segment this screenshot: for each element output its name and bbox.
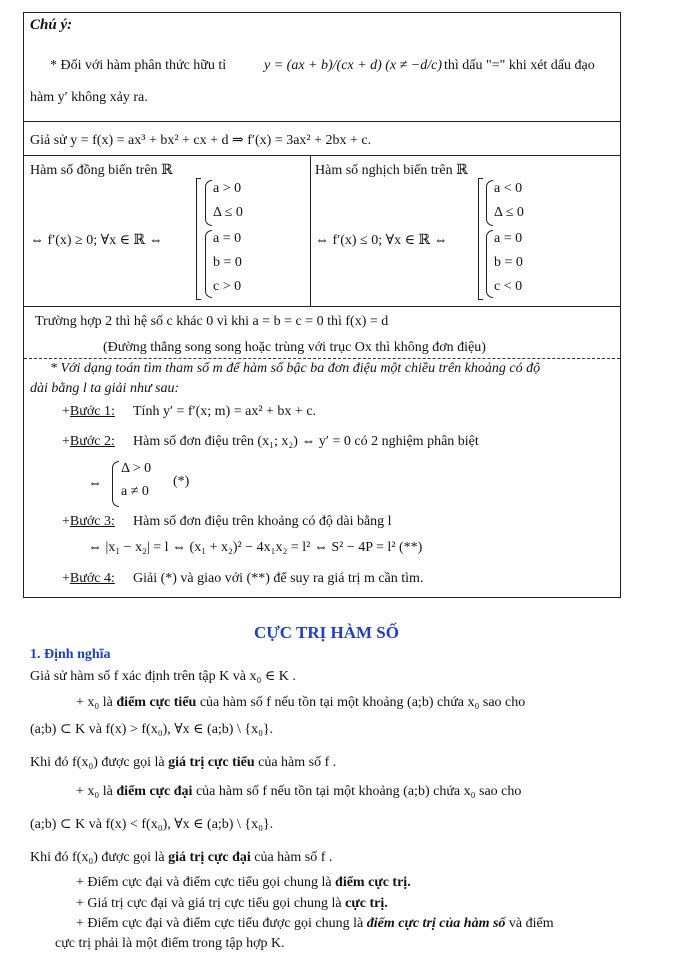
case2-note: (Đường thẳng song song hoặc trùng với trục Ox thì không đơn điệu) — [103, 340, 486, 355]
dec-sys1-1: Δ ≤ 0 — [494, 205, 524, 220]
dec-condition: ⇔ f′(x) ≤ 0; ∀x ∈ ℝ ⇔ — [315, 233, 448, 248]
step2-label: Bước 2: — [69, 434, 115, 449]
brace-icon — [112, 461, 119, 507]
dec-header: Hàm số nghịch biến trên ℝ — [315, 163, 468, 178]
divider — [24, 306, 620, 307]
column-divider — [310, 155, 311, 306]
step4-text: Giải (*) và giao với (**) để suy ra giá trị m cần tìm. — [133, 571, 424, 586]
step3-text: Hàm số đơn điệu trên khoảng có độ dài bằng l — [133, 514, 392, 529]
dec-sys2-1: b = 0 — [494, 255, 523, 270]
note-line1-prefix: * Đối với hàm phân thức hữu tỉ — [50, 58, 227, 73]
divider — [24, 155, 620, 156]
divider — [24, 358, 620, 359]
def-line8: + Điểm cực đại và điểm cực tiểu gọi chung là điểm cực trị. — [76, 875, 411, 890]
inc-header: Hàm số đồng biến trên ℝ — [30, 163, 173, 178]
note-line1-formula: y = (ax + b)/(cx + d) (x ≠ −d/c) — [264, 58, 443, 73]
dec-sys2-2: c < 0 — [494, 279, 523, 294]
section-title: CỰC TRỊ HÀM SỐ — [254, 623, 399, 642]
inc-sys2-2: c > 0 — [213, 279, 242, 294]
inc-sys2-1: b = 0 — [213, 255, 242, 270]
note-line2: hàm y′ không xảy ra. — [30, 90, 148, 105]
def-line3: (a;b) ⊂ K và f(x) > f(x₀), ∀x ∈ (a;b) \ {x₀}. — [30, 722, 274, 737]
brace-icon — [486, 230, 493, 298]
bracket-icon — [196, 178, 201, 300]
def-line2: + x₀ là điểm cực tiểu của hàm số f nếu tồn tại một khoảng (a;b) chứa x₀ sao cho — [76, 695, 526, 710]
dec-sys1-0: a < 0 — [494, 181, 523, 196]
step2-sys-0: Δ > 0 — [121, 461, 152, 476]
step1-text: Tính y′ = f′(x; m) = ax² + bx + c. — [133, 404, 317, 419]
dec-sys2-0: a = 0 — [494, 231, 523, 246]
brace-icon — [205, 230, 212, 298]
def-line6: (a;b) ⊂ K và f(x) < f(x₀), ∀x ∈ (a;b) \ {x₀}. — [30, 817, 274, 832]
problem-intro2: dài bằng l ta giải như sau: — [30, 381, 180, 396]
def-line7: Khi đó f(x₀) được gọi là giá trị cực đại của hàm số f . — [30, 850, 333, 865]
definition-heading: 1. Định nghĩa — [30, 647, 111, 662]
step4-label: Bước 4: — [69, 571, 115, 586]
def-line9: + Giá trị cực đại và giá trị cực tiểu gọi chung là cực trị. — [76, 896, 388, 911]
step2-star: (*) — [173, 474, 190, 489]
step3-label: Bước 3: — [69, 514, 115, 529]
brace-icon — [205, 180, 212, 226]
def-line11: cực trị phải là một điểm trong tập hợp K. — [55, 936, 285, 951]
note-line1-suffix: thì dấu "=" khi xét dấu đạo — [444, 58, 595, 73]
bracket-icon — [478, 178, 483, 300]
problem-intro1: * Với dạng toán tìm tham số m để hàm số bậc ba đơn điệu một chiều trên khoảng có độ — [50, 361, 541, 376]
inc-sys1-1: Δ ≤ 0 — [213, 205, 243, 220]
inc-sys2-0: a = 0 — [213, 231, 242, 246]
def-line10: + Điểm cực đại và điểm cực tiểu được gọi chung là điểm cực trị của hàm số và điểm — [76, 916, 554, 931]
def-line1: Giả sử hàm số f xác định trên tập K và x₀ ∈ K . — [30, 669, 296, 684]
inc-condition: ⇔ f′(x) ≥ 0; ∀x ∈ ℝ ⇔ — [30, 233, 163, 248]
step2-text: Hàm số đơn điệu trên (x₁; x₂) ⇔ y′ = 0 có 2 nghiệm phân biệt — [133, 434, 479, 449]
def-line4: Khi đó f(x₀) được gọi là giá trị cực tiểu của hàm số f . — [30, 755, 337, 770]
brace-icon — [486, 180, 493, 226]
divider — [24, 121, 620, 122]
step3-formula: ⇔ |x₁ − x₂| = l ⇔ (x₁ + x₂)² − 4x₁x₂ = l² ⇔ S² − 4P = l² (**) — [88, 540, 423, 555]
inc-sys1-0: a > 0 — [213, 181, 242, 196]
note-heading: Chú ý: — [30, 17, 73, 33]
assume-line: Giả sử y = f(x) = ax³ + bx² + cx + d ⇒ f′(x) = 3ax² + 2bx + c. — [30, 133, 372, 148]
step1-label: Bước 1: — [69, 404, 115, 419]
step2-sys-1: a ≠ 0 — [121, 484, 149, 499]
case2-line: Trường hợp 2 thì hệ số c khác 0 vì khi a = b = c = 0 thì f(x) = d — [35, 314, 389, 329]
def-line5: + x₀ là điểm cực đại của hàm số f nếu tồn tại một khoảng (a;b) chứa x₀ sao cho — [76, 784, 522, 799]
